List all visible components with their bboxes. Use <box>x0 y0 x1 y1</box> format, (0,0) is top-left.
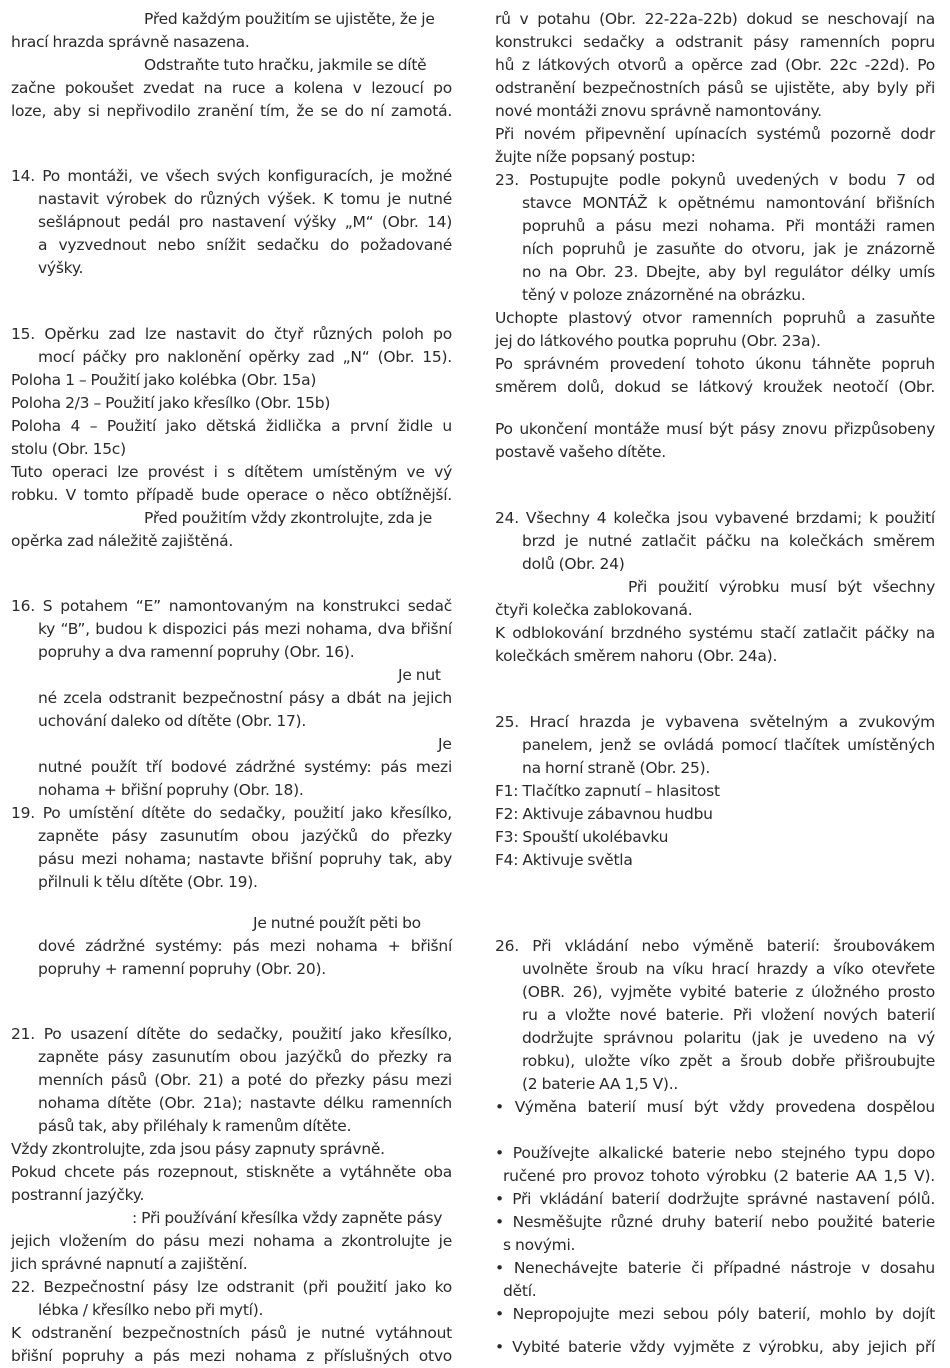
text-line: robku), uložte víko zpět a šroub dobře přišroubujte <box>522 1052 935 1070</box>
text-line: 15. Opěrku zad lze nastavit do čtyř různých poloh po <box>11 325 452 343</box>
text-line: s novými. <box>503 1236 576 1254</box>
text-line: 16. S potahem “E” namontovaným na konstrukci sedač <box>11 597 452 615</box>
text-line: panelem, jenž se ovládá pomocí tlačítek umístěných <box>522 736 935 754</box>
text-line: začne pokoušet zvedat na ruce a kolena v lezoucí po <box>11 79 452 97</box>
text-line: brzd je nutné zatlačit páčku na kolečkách směrem <box>522 532 935 550</box>
text-line: 21. Po usazení dítěte do sedačky, použití jako křesílko, <box>11 1025 452 1043</box>
text-line: výšky. <box>38 259 84 277</box>
text-line: opěrka zad náležitě zajištěná. <box>11 532 234 550</box>
text-line: Při použití výrobku musí být všechny <box>628 578 935 596</box>
text-line: nastavit výrobek do různých výšek. K tomu je nutné <box>38 190 452 208</box>
text-line: nové montáži znovu správně namontovány. <box>495 102 822 120</box>
text-line: Při novém připevnění upínacích systémů pozorně dodr <box>495 125 935 143</box>
text-line: K odblokování brzdného systému stačí zatlačit páčky na <box>495 624 935 642</box>
text-line: mocí páčky pro naklonění opěrky zad „N“ (Obr. 15). <box>38 348 452 366</box>
text-line: F3: Spouští ukolébavku <box>495 828 669 846</box>
text-line: ních popruhů je zasuňte do otvoru, jak je znázorně <box>522 240 935 258</box>
text-line: 25. Hrací hrazda je vybavena světelným a zvukovým <box>495 713 935 731</box>
text-line: Před použitím vždy zkontrolujte, zda je <box>144 509 433 527</box>
text-line: Vždy zkontrolujte, zda jsou pásy zapnuty správně. <box>11 1140 385 1158</box>
text-line: žujte níže popsaný postup: <box>495 148 696 166</box>
text-line: ru a vložte nové baterie. Při vložení nových baterií <box>522 1006 935 1024</box>
text-line: Po správném provedení tohoto úkonu táhněte popruh <box>495 355 935 373</box>
text-line: Tuto operaci lze provést i s dítětem umístěným ve vý <box>11 463 452 481</box>
text-line: hů z látkových otvorů a opěrce zad (Obr. 22c -22d). Po <box>495 56 935 74</box>
text-line: pásu mezi nohama; nastavte břišní popruhy tak, aby <box>38 850 452 868</box>
text-line: pásů tak, aby přiléhaly k ramenům dítěte. <box>38 1117 352 1135</box>
text-line: uchování daleko od dítěte (Obr. 17). <box>38 712 307 730</box>
text-line: Je <box>438 735 452 753</box>
text-line: • Používejte alkalické baterie nebo stejného typu dopo <box>495 1144 935 1162</box>
text-line: nohama dítěte (Obr. 21a); nastavte délku ramenních <box>38 1094 452 1112</box>
text-line: né zcela odstranit bezpečnostní pásy a dbát na jejich <box>38 689 452 707</box>
text-line: popruhy a dva ramenní popruhy (Obr. 16). <box>38 643 355 661</box>
text-line: loze, aby si nepřivodilo zranění tím, že se do ní zamotá. <box>11 102 452 120</box>
text-line: Poloha 4 – Použití jako dětská židlička a první židle u <box>11 417 452 435</box>
text-line: Uchopte plastový otvor ramenních popruhů a zasuňte <box>495 309 935 327</box>
text-line: • Nepropojujte mezi sebou póly baterií, mohlo by dojít <box>495 1305 935 1323</box>
text-line: : Při používání křesílka vždy zapněte pásy <box>132 1209 443 1227</box>
text-line: • Nenechávejte baterie či případné nástroje v dosahu <box>495 1259 935 1277</box>
text-line: Po ukončení montáže musí být pásy znovu přizpůsobeny <box>495 420 935 438</box>
text-line: menních pásů (Obr. 21) a poté do přezky pásu mezi <box>38 1071 452 1089</box>
text-line: F1: Tlačítko zapnutí – hlasitost <box>495 782 720 800</box>
text-line: Poloha 2/3 – Použití jako křesílko (Obr. 15b) <box>11 394 331 412</box>
text-line: stolu (Obr. 15c) <box>11 440 126 458</box>
text-line: stavce MONTÁŽ k opětnému namontování břišních <box>522 194 935 212</box>
text-line: 14. Po montáži, ve všech svých konfiguracích, je možné <box>11 167 452 185</box>
text-line: popruhy + ramenní popruhy (Obr. 20). <box>38 960 326 978</box>
text-line: zapněte pásy zasunutím obou jazýčků do přezky ra <box>38 1048 452 1066</box>
text-line: F4: Aktivuje světla <box>495 851 633 869</box>
text-line: 24. Všechny 4 kolečka jsou vybavené brzdami; k použití <box>495 509 935 527</box>
text-line: dolů (Obr. 24) <box>522 555 625 573</box>
text-line: dové zádržné systémy: pás mezi nohama + břišní <box>38 937 452 955</box>
text-line: rů v potahu (Obr. 22-22a-22b) dokud se neschovají na <box>495 10 935 28</box>
text-line: Je nutné použít pěti bo <box>253 914 421 932</box>
text-line: 19. Po umístění dítěte do sedačky, použití jako křesílko, <box>11 804 452 822</box>
text-line: dodržujte správnou polaritu (jak je uvedeno na vý <box>522 1029 935 1047</box>
text-line: jich správné napnutí a zajištění. <box>11 1255 248 1273</box>
text-line: lébka / křesílko nebo při mytí). <box>38 1301 264 1319</box>
text-line: ručené pro provoz tohoto výrobku (2 baterie AA 1,5 V). <box>503 1167 935 1185</box>
text-line: Poloha 1 – Použití jako kolébka (Obr. 15a) <box>11 371 317 389</box>
text-line: • Při vkládání baterií dodržujte správné nastavení pólů. <box>495 1190 935 1208</box>
text-line: nohama + břišní popruhy (Obr. 18). <box>38 781 304 799</box>
text-line: 26. Při vkládání nebo výměně baterií: šroubovákem <box>495 937 935 955</box>
text-line: jej do látkového poutka popruhu (Obr. 23a). <box>495 332 821 350</box>
text-line: K odstranění bezpečnostních pásů je nutné vytáhnout <box>11 1324 452 1342</box>
text-line: kolečkách směrem nahoru (Obr. 24a). <box>495 647 778 665</box>
text-line: 23. Postupujte podle pokynů uvedených v bodu 7 od <box>495 171 935 189</box>
text-line: • Vybité baterie vždy vyjměte z výrobku, aby jejich pří <box>495 1338 935 1356</box>
text-line: jejich vložením do pásu mezi nohama a zkontrolujte je <box>11 1232 452 1250</box>
text-line: čtyři kolečka zablokovaná. <box>495 601 693 619</box>
text-line: Před každým použitím se ujistěte, že je <box>144 10 435 28</box>
text-line: nutné použít tří bodové zádržné systémy: pás mezi <box>38 758 452 776</box>
text-line: na horní straně (Obr. 25). <box>522 759 711 777</box>
text-line: (OBR. 26), vyjměte vybité baterie z úložného prosto <box>522 983 935 1001</box>
text-line: uvolněte šroub na víku hrací hrazdy a víko otevřete <box>522 960 935 978</box>
text-line: směrem dolů, dokud se látkový kroužek neotočí (Obr. <box>495 378 935 396</box>
text-line: přilnuli k tělu dítěte (Obr. 19). <box>38 873 258 891</box>
text-line: ky “B”, budou k dispozici pás mezi nohama, dva břišní <box>38 620 452 638</box>
text-line: postranní jazýčky. <box>11 1186 145 1204</box>
text-line: těný v poloze znázorněné na obrázku. <box>522 286 806 304</box>
text-line: a vyzvednout nebo snížit sedačku do požadované <box>38 236 452 254</box>
text-line: hrací hrazda správně nasazena. <box>11 33 250 51</box>
text-line: • Výměna baterií musí být vždy provedena dospělou <box>495 1098 935 1116</box>
text-line: popruhů a pásu mezi nohama. Při montáži ramen <box>522 217 935 235</box>
text-line: robku. V tomto případě bude operace o něco obtížnější. <box>11 486 452 504</box>
text-line: odstranění bezpečnostních pásů se ujistěte, aby byly při <box>495 79 935 97</box>
text-line: postavě vašeho dítěte. <box>495 443 666 461</box>
text-line: • Nesměšujte různé druhy baterií nebo použité baterie <box>495 1213 935 1231</box>
text-line: F2: Aktivuje zábavnou hudbu <box>495 805 713 823</box>
text-line: Je nut <box>398 666 441 684</box>
text-line: dětí. <box>503 1282 537 1300</box>
text-line: 22. Bezpečnostní pásy lze odstranit (při použití jako ko <box>11 1278 452 1296</box>
text-line: břišní popruhy a pás mezi nohama z příslušných otvo <box>11 1347 452 1365</box>
text-line: sešlápnout pedál pro nastavení výšky „M“ (Obr. 14) <box>38 213 452 231</box>
text-line: zapněte pásy zasunutím obou jazýčků do přezky <box>38 827 452 845</box>
text-line: (2 baterie AA 1,5 V).. <box>522 1075 679 1093</box>
text-line: Pokud chcete pás rozepnout, stiskněte a vytáhněte oba <box>11 1163 452 1181</box>
text-line: konstrukci sedačky a odstranit pásy ramenních popru <box>495 33 935 51</box>
text-line: no na Obr. 23. Dbejte, aby byl regulátor délky umís <box>522 263 935 281</box>
text-line: Odstraňte tuto hračku, jakmile se dítě <box>144 56 427 74</box>
